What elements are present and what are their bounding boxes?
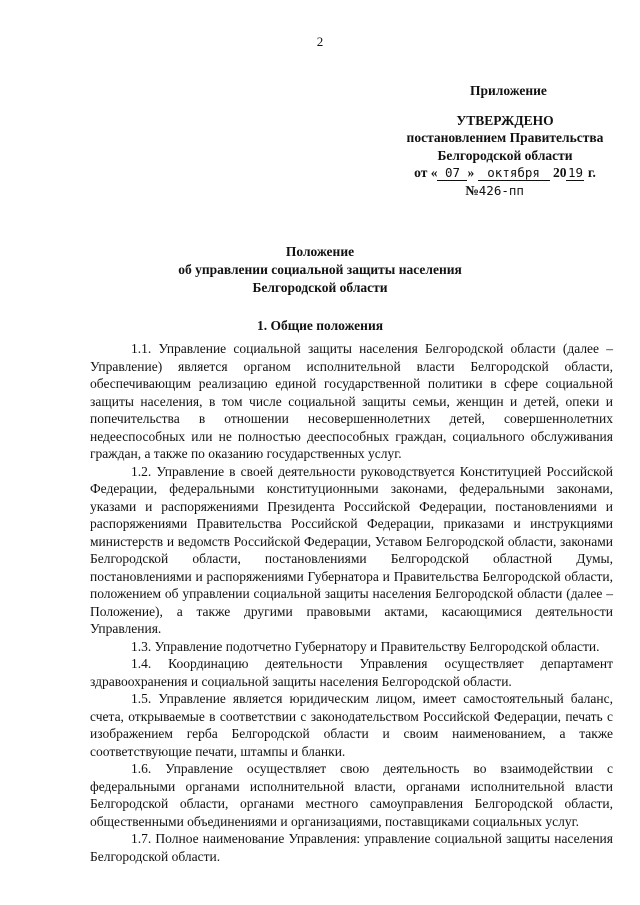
paragraph-1-4: 1.4. Координацию деятельности Управления осуществляет департамент здравоохранения и социальной защиты населения Белгородской области.: [90, 656, 613, 689]
date-year-suffix: 19: [567, 165, 584, 180]
appendix-label: Приложение: [470, 83, 547, 98]
date-year-prefix: 20: [552, 165, 567, 180]
approved-by-line1: постановлением Правительства: [406, 130, 604, 145]
approved-by-line2: Белгородской области: [437, 147, 573, 163]
date-prefix: от «: [414, 165, 438, 180]
document-title: [0, 243, 640, 297]
date-day: 07: [437, 166, 467, 181]
title-line-2: об управлении социальной защиты населения: [178, 262, 462, 277]
paragraph-1-5: 1.5. Управление является юридическим лицом, имеет самостоятельный баланс, счета, открываемые в соответствии с законодательством Российской Федерации, печать с изображением герба Белгородской области и своим наименованием, а также соответствующие печати, штампы и бланки.: [90, 691, 613, 759]
document-body: [90, 340, 613, 865]
paragraph-1-7: 1.7. Полное наименование Управления: управление социальной защиты населения Белгородской области.: [90, 831, 613, 864]
date-month: октября: [478, 166, 550, 181]
title-line-3: Белгородской области: [252, 280, 388, 295]
date-suffix: г.: [587, 165, 596, 180]
paragraph-1-3: 1.3. Управление подотчетно Губернатору и Правительству Белгородской области.: [131, 638, 600, 654]
paragraph-1-1: 1.1. Управление социальной защиты населения Белгородской области (далее – Управление) является органом исполнительной власти Белгородской области, обеспечивающим реализацию единой государственной политики в сфере социальной защиты населения, в том числе социальной защиты семьи, женщин и детей, опеки и попечительства в отношении несовершеннолетних детей, совершеннолетних недееспособных или не полностью дееспособных граждан, социального обслуживания граждан, а также по оказанию государственных услуг.: [90, 341, 613, 461]
paragraph-1-2: 1.2. Управление в своей деятельности руководствуется Конституцией Российской Федерации, федеральными конституционными законами, федеральными законами, указами и распоряжениями Президента Российской Федерации, постановлениями и распоряжениями Правительства Российской Федерации, приказами и инструкциями министерств и ведомств Российской Федерации, Уставом Белгородской области, законами Белгородской области, постановлениями Белгородской областной Думы, постановлениями и распоряжениями Губернатора и Правительства Белгородской области, положением об управлении социальной защиты населения Белгородской области (далее – Положение), а также другими правовыми актами, касающимися деятельности Управления.: [90, 463, 613, 636]
document-number: 426-пп: [478, 182, 524, 198]
number-prefix: №: [465, 182, 479, 198]
page-number: 2: [316, 34, 324, 49]
date-mid: »: [467, 165, 475, 180]
approval-block: [380, 82, 630, 199]
title-line-1: Положение: [285, 244, 355, 259]
paragraph-1-6: 1.6. Управление осуществляет свою деятельность во взаимодействии с федеральными органами исполнительной власти, органами исполнительной власти Белгородской области, органами местного самоуправления Белгородской области, общественными объединениями и организациями, поставщиками социальных услуг.: [90, 761, 613, 829]
section-heading: 1. Общие положения: [256, 318, 384, 333]
approved-stamp-text: УТВЕРЖДЕНО: [456, 112, 554, 128]
approval-number-line: [380, 182, 630, 200]
approval-date-line: [380, 164, 630, 182]
